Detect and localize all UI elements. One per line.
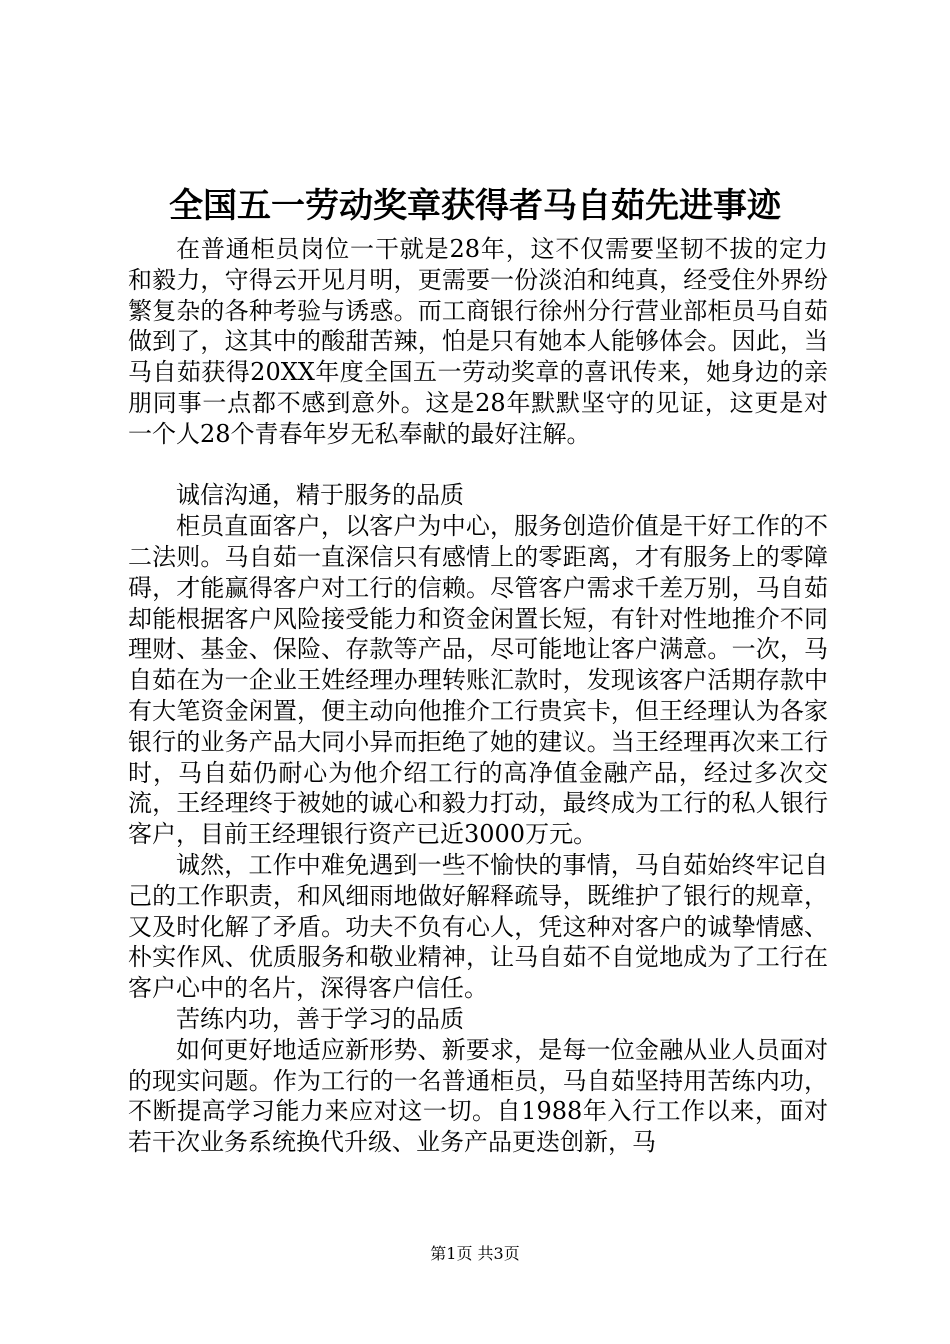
paragraph-gap [128,450,828,481]
paragraph-learning: 如何更好地适应新形势、新要求，是每一位金融从业人员面对的现实问题。作为工行的一名普通柜员，马自茹坚持用苦练内功，不断提高学习能力来应对这一切。自1988年入行工作以来，面对若干次业务系统换代升级、业务产品更迭创新，马 [128,1035,828,1157]
paragraph-intro: 在普通柜员岗位一干就是28年，这不仅需要坚韧不拔的定力和毅力，守得云开见月明，更需要一份淡泊和纯真，经受住外界纷繁复杂的各种考验与诱惑。而工商银行徐州分行营业部柜员马自茹做到了，这其中的酸甜苦辣，怕是只有她本人能够体会。因此，当马自茹获得20XX年度全国五一劳动奖章的喜讯传来，她身边的亲朋同事一点都不感到意外。这是28年默默坚守的见证，这更是对一个人28个青春年岁无私奉献的最好注解。 [128,235,828,448]
paragraph-service: 柜员直面客户，以客户为中心，服务创造价值是干好工作的不二法则。马自茹一直深信只有感情上的零距离，才有服务上的零障碍，才能赢得客户对工行的信赖。尽管客户需求千差万别，马自茹却能根据客户风险接受能力和资金闲置长短，有针对性地推介不同理财、基金、保险、存款等产品，尽可能地让客户满意。一次，马自茹在为一企业王姓经理办理转账汇款时，发现该客户活期存款中有大笔资金闲置，便主动向他推介工行贵宾卡，但王经理认为各家银行的业务产品大同小异而拒绝了她的建议。当王经理再次来工行时，马自茹仍耐心为他介绍工行的高净值金融产品，经过多次交流，王经理终于被她的诚心和毅力打动，最终成为工行的私人银行客户，目前王经理银行资产已近3000万元。 [128,512,828,849]
document-body [128,234,828,1158]
section-heading-service: 诚信沟通，精于服务的品质 [176,481,464,510]
document-title: 全国五一劳动奖章获得者马自茹先进事迹 [169,186,781,226]
paragraph-diligence: 诚然，工作中难免遇到一些不愉快的事情，马自茹始终牢记自己的工作职责，和风细雨地做好解释疏导，既维护了银行的规章，又及时化解了矛盾。功夫不负有心人，凭这种对客户的诚挚情感、朴实作风、优质服务和敬业精神，让马自茹不自觉地成为了工行在客户心中的名片，深得客户信任。 [128,850,828,1003]
section-heading-learning: 苦练内功，善于学习的品质 [176,1004,464,1033]
page-number: 第1页 共3页 [430,1244,520,1263]
